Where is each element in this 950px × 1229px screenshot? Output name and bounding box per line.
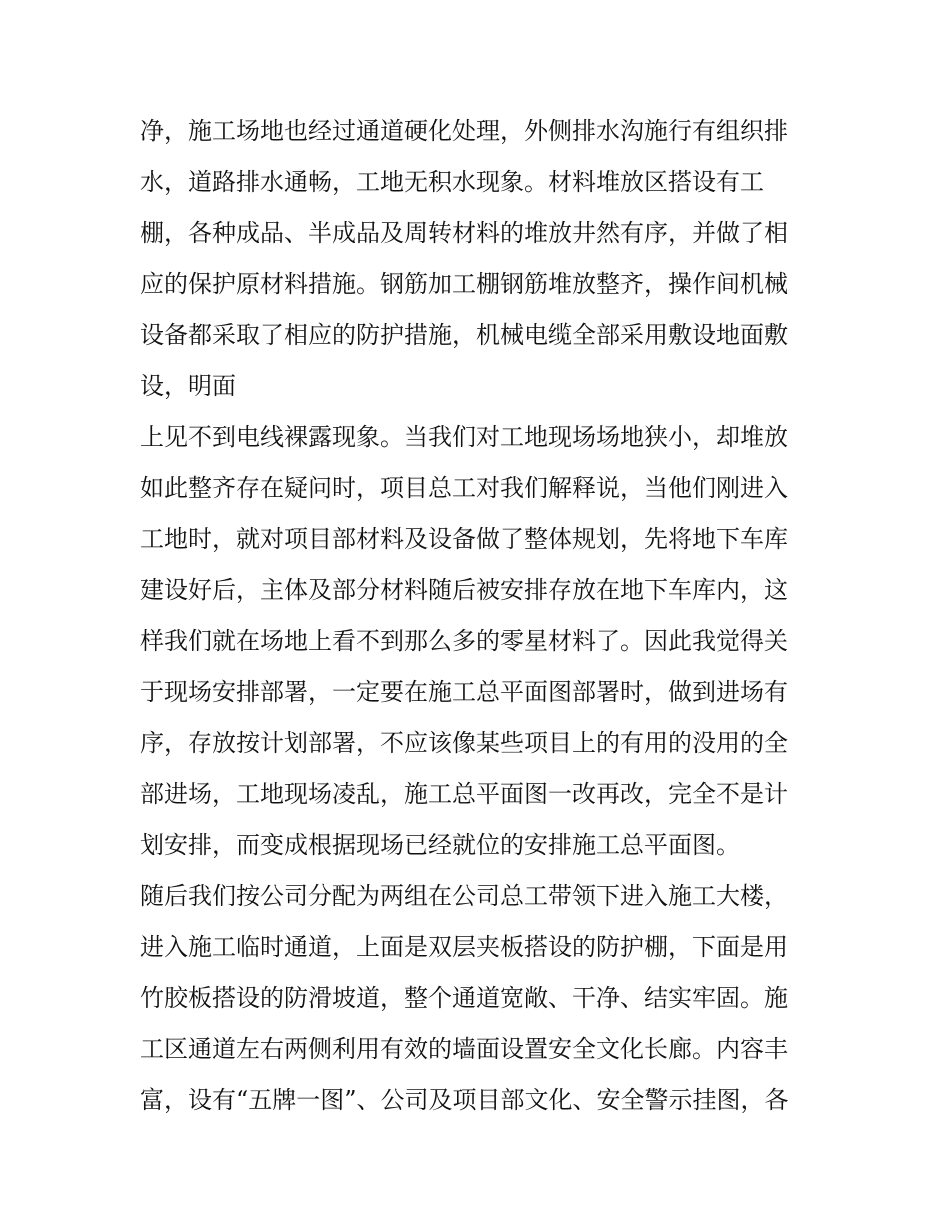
text-line: 设，明面: [140, 372, 236, 400]
text-line: 于现场安排部署，一定要在施工总平面图部署时，做到进场有: [140, 678, 788, 706]
text-line: 竹胶板搭设的防滑坡道，整个通道宽敞、干净、结实牢固。施: [140, 984, 788, 1012]
text-line: 水，道路排水通畅，工地无积水现象。材料堆放区搭设有工: [140, 168, 764, 196]
text-line: 序，存放按计划部署，不应该像某些项目上的有用的没用的全: [140, 729, 788, 757]
text-line: 工地时，就对项目部材料及设备做了整体规划，先将地下车库: [140, 525, 788, 553]
text-line: 随后我们按公司分配为两组在公司总工带领下进入施工大楼，: [140, 882, 788, 910]
text-line: 设备都采取了相应的防护措施，机械电缆全部采用敷设地面敷: [140, 321, 788, 349]
text-line: 净，施工场地也经过通道硬化处理，外侧排水沟施行有组织排: [140, 117, 788, 145]
text-line: 上见不到电线裸露现象。当我们对工地现场场地狭小，却堆放: [140, 423, 788, 451]
text-line: 进入施工临时通道，上面是双层夹板搭设的防护棚，下面是用: [140, 933, 788, 961]
text-line: 如此整齐存在疑问时，项目总工对我们解释说，当他们刚进入: [140, 474, 788, 502]
text-line: 富，设有“五牌一图”、公司及项目部文化、安全警示挂图，各: [140, 1086, 789, 1114]
text-line: 棚，各种成品、半成品及周转材料的堆放井然有序，并做了相: [140, 219, 788, 247]
text-line: 建设好后，主体及部分材料随后被安排存放在地下车库内，这: [140, 576, 788, 604]
text-line: 划安排，而变成根据现场已经就位的安排施工总平面图。: [140, 831, 740, 859]
body-text: [140, 106, 820, 1126]
text-line: 工区通道左右两侧利用有效的墙面设置安全文化长廊。内容丰: [140, 1035, 788, 1063]
text-line: 应的保护原材料措施。钢筋加工棚钢筋堆放整齐，操作间机械: [140, 270, 788, 298]
text-line: 样我们就在场地上看不到那么多的零星材料了。因此我觉得关: [140, 627, 788, 655]
text-line: 部进场，工地现场凌乱，施工总平面图一改再改，完全不是计: [140, 780, 788, 808]
